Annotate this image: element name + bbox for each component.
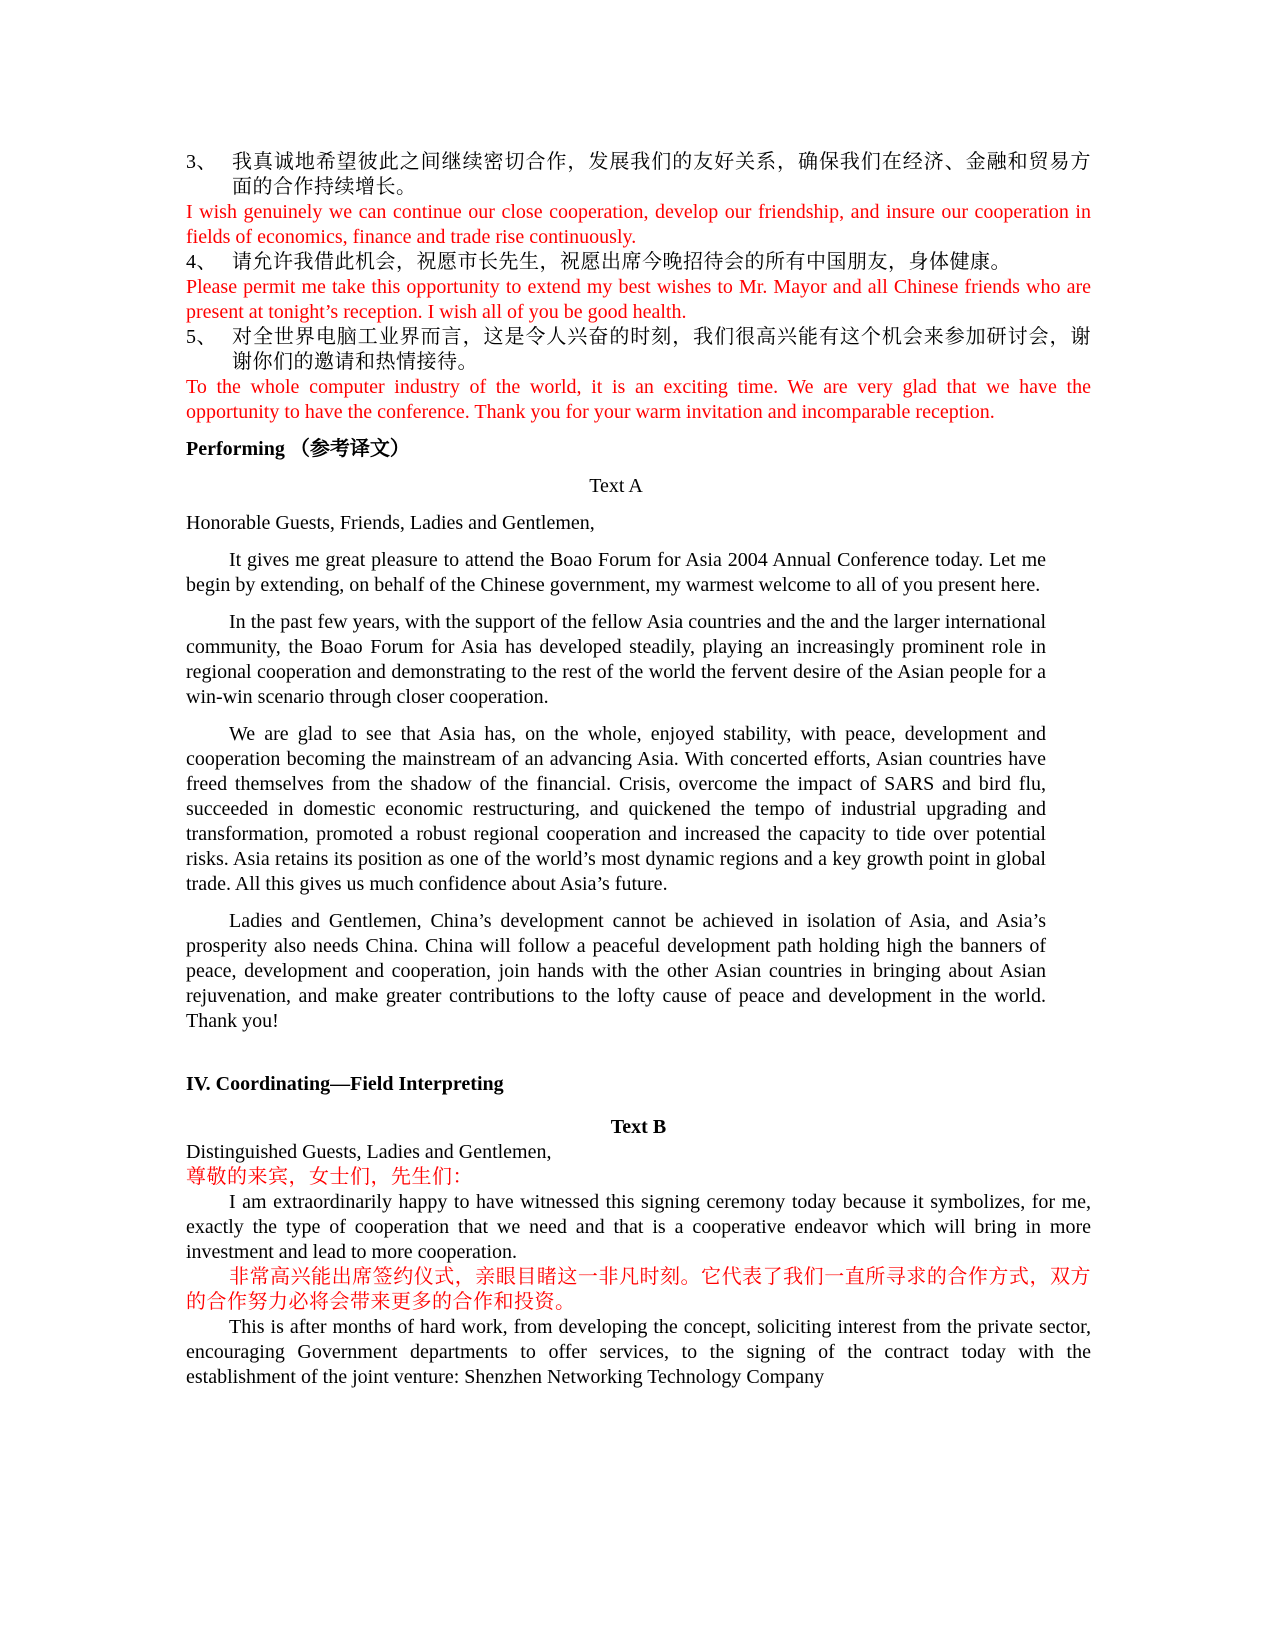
exercise-item-3 xyxy=(186,150,1091,250)
exercise-item-5 xyxy=(186,325,1091,425)
exercise-item-4 xyxy=(186,250,1091,325)
text-a-greeting: Honorable Guests, Friends, Ladies and Gentlemen, xyxy=(186,512,595,534)
chinese-sentence: 对全世界电脑工业界而言，这是令人兴奋的时刻，我们很高兴能有这个机会来参加研讨会，谢谢你们的邀请和热情接待。 xyxy=(232,326,1091,373)
item-number: 3、 xyxy=(186,151,217,173)
english-translation: I wish genuinely we can continue our close cooperation, develop our friendship, and insure our cooperation in fields of economics, finance and trade rise continuously. xyxy=(186,201,1091,248)
text-a-paragraph: In the past few years, with the support of the fellow Asia countries and the and the larger international community, the Boao Forum for Asia has developed steadily, playing an increasingly prominent role in regional cooperation and demonstrating to the rest of the world the fervent desire of the Asian people for a win-win scenario through closer cooperation. xyxy=(186,611,1046,708)
english-translation: Please permit me take this opportunity to extend my best wishes to Mr. Mayor and all Chinese friends who are present at tonight’s reception. I wish all of you be good health. xyxy=(186,276,1091,323)
text-b-paragraph-en: I am extraordinarily happy to have witnessed this signing ceremony today because it symbolizes, for me, exactly the type of cooperation that we need and that is a cooperative endeavor which will bring in more investment and lead to more cooperation. xyxy=(186,1191,1091,1263)
text-b xyxy=(186,1115,1091,1390)
chinese-sentence: 请允许我借此机会，祝愿市长先生，祝愿出席今晚招待会的所有中国朋友，身体健康。 xyxy=(232,251,1011,273)
coordinating-heading: IV. Coordinating—Field Interpreting xyxy=(186,1073,504,1095)
item-number: 5、 xyxy=(186,326,217,348)
text-a xyxy=(186,474,1046,1034)
text-a-paragraph: It gives me great pleasure to attend the Boao Forum for Asia 2004 Annual Conference today. Let me begin by extending, on behalf of the Chinese government, my warmest welcome to all of you present here. xyxy=(186,549,1046,596)
page-content xyxy=(186,150,1091,1390)
text-a-paragraph: Ladies and Gentlemen, China’s development cannot be achieved in isolation of Asia, and Asia’s prosperity also needs China. China will follow a peaceful development path holding high the banners of peace, development and cooperation, join hands with the other Asian countries in bringing about Asian rejuvenation, and make greater contributions to the lofty cause of peace and development in the world. Thank you! xyxy=(186,910,1046,1032)
chinese-sentence: 我真诚地希望彼此之间继续密切合作，发展我们的友好关系，确保我们在经济、金融和贸易方面的合作持续增长。 xyxy=(232,151,1091,198)
text-b-paragraph-en: This is after months of hard work, from developing the concept, soliciting interest from the private sector, encouraging Government departments to offer services, to the signing of the contract today with the establishment of the joint venture: Shenzhen Networking Technology Company xyxy=(186,1316,1091,1388)
text-b-greeting-cn: 尊敬的来宾，女士们，先生们： xyxy=(186,1166,473,1188)
text-a-paragraph: We are glad to see that Asia has, on the whole, enjoyed stability, with peace, development and cooperation becoming the mainstream of an advancing Asia. With concerted efforts, Asian countries have freed themselves from the shadow of the financial. Crisis, overcome the impact of SARS and bird flu, succeeded in domestic economic restructuring, and quickened the tempo of industrial upgrading and transformation, promoted a robust regional cooperation and increased the capacity to tide over potential risks. Asia retains its position as one of the world’s most dynamic regions and a key growth point in global trade. All this gives us much confidence about Asia’s future. xyxy=(186,723,1046,895)
text-b-title: Text B xyxy=(610,1116,667,1138)
item-number: 4、 xyxy=(186,251,217,273)
text-a-title: Text A xyxy=(589,475,643,497)
performing-heading: Performing （参考译文） xyxy=(186,438,410,460)
english-translation: To the whole computer industry of the world, it is an exciting time. We are very glad that we have the opportunity to have the conference. Thank you for your warm invitation and incomparable reception. xyxy=(186,376,1091,423)
text-b-greeting-en: Distinguished Guests, Ladies and Gentlemen, xyxy=(186,1141,552,1163)
text-b-paragraph-cn: 非常高兴能出席签约仪式，亲眼目睹这一非凡时刻。它代表了我们一直所寻求的合作方式，双方的合作努力必将会带来更多的合作和投资。 xyxy=(186,1266,1091,1313)
